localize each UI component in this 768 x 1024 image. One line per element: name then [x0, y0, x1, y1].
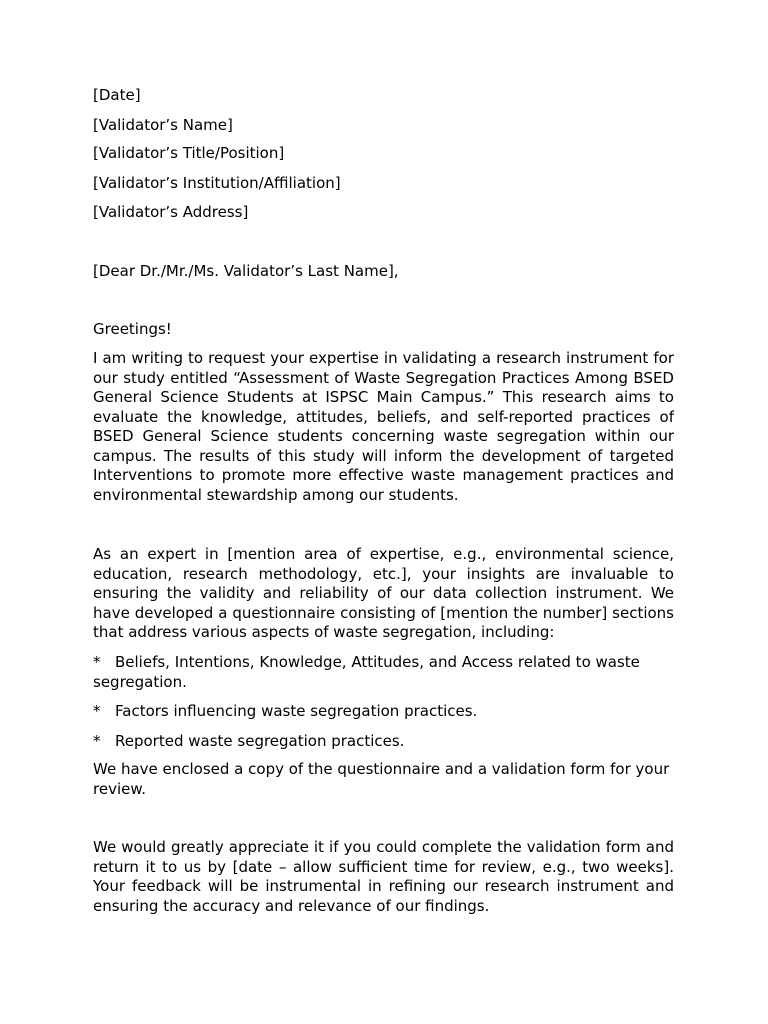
bullet-list [93, 653, 674, 751]
paragraph-enclosure: We have enclosed a copy of the questionnaire and a validation form for your review. [93, 760, 670, 798]
list-item-text: Factors influencing waste segregation practices. [115, 702, 478, 720]
greeting-block [93, 320, 674, 340]
bullet-marker: * [93, 731, 101, 750]
greeting: Greetings! [93, 320, 172, 338]
validator-name-line: [Validator’s Name] [93, 115, 233, 134]
letter-header [93, 86, 674, 223]
salutation-block [93, 262, 674, 282]
validator-institution-line: [Validator’s Institution/Affiliation] [93, 173, 341, 192]
paragraph-request: I am writing to request your expertise in validating a research instrument for our study entitled “Assessment of Waste Segregation Practices Among BSED General Science Students at ISPSC Main Campus.” This research aims to evaluate the knowledge, attitudes, beliefs, and self-reported practices of BSED General Science students concerning waste segregation within our campus. The results of this study will inform the development of targeted Interventions to promote more effective waste management practices and environmental stewardship among our students. [93, 349, 674, 504]
validator-address-line: [Validator’s Address] [93, 203, 249, 221]
list-item [93, 702, 674, 722]
bullet-marker: * [93, 702, 101, 720]
list-item [93, 732, 674, 752]
list-item [93, 653, 674, 692]
list-item-text: Reported waste segregation practices. [115, 731, 405, 750]
paragraph-request-return: We would greatly appreciate it if you could complete the validation form and return it to us by [date – allow sufficient time for review, e.g., two weeks]. Your feedback will be instrumental in refining our research instrument and ensuring the accuracy and relevance of our findings. [93, 838, 674, 915]
salutation: [Dear Dr./Mr./Ms. Validator’s Last Name], [93, 262, 399, 280]
paragraph-3-block [93, 760, 674, 799]
paragraph-1-block [93, 349, 674, 505]
date-line: [Date] [93, 86, 141, 104]
paragraph-2-block [93, 545, 674, 643]
validator-title-line: [Validator’s Title/Position] [93, 144, 285, 162]
paragraph-expertise: As an expert in [mention area of expertise, e.g., environmental science, education, research methodology, etc.], your insights are invaluable to ensuring the validity and reliability of our data collection instrument. We have developed a questionnaire consisting of [mention the number] sections that address various aspects of waste segregation, including: [93, 545, 674, 641]
bullet-marker: * [93, 653, 101, 671]
list-item-text: Beliefs, Intentions, Knowledge, Attitudes, and Access related to waste segregation. [93, 653, 640, 691]
paragraph-4-block [93, 838, 674, 916]
